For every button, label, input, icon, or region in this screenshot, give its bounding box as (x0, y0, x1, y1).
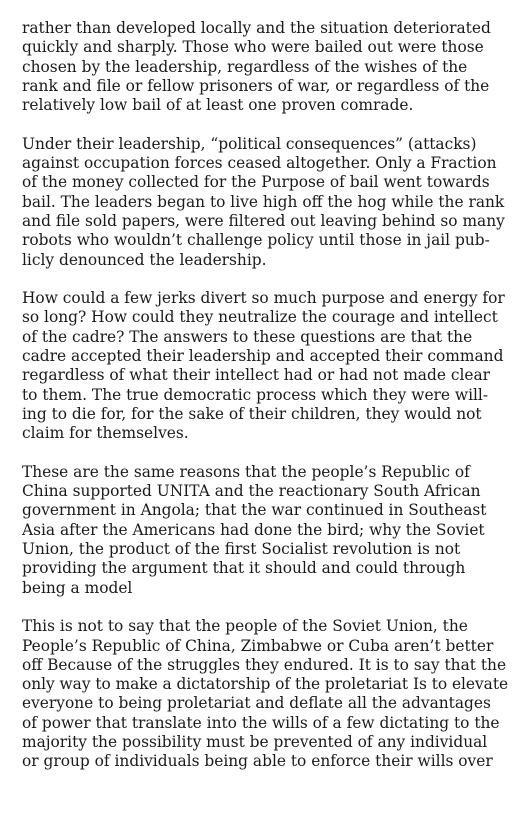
text-line: chosen by the leadership, regardless of the wishes of the (22, 57, 468, 76)
text-line: to them. The true democratic process which they were will- (22, 385, 489, 404)
text-line: or group of individuals being able to enforce their wills over (22, 752, 493, 771)
text-line: ing to die for, for the sake of their children, they would not (22, 404, 482, 423)
text-line: licly denounced the leadership. (22, 250, 267, 269)
paragraph-1 (22, 19, 508, 115)
text-line: rather than developed locally and the situation deteriorated (22, 19, 491, 37)
text-line: People’s Republic of China, Zimbabwe or Cuba aren’t better (22, 636, 494, 655)
paragraph-3 (22, 289, 508, 443)
text-line: claim for themselves. (22, 424, 189, 443)
text-line: quickly and sharply. Those who were bailed out were those (22, 38, 484, 57)
text-line: rank and file or fellow prisoners of war, or regardless of the (22, 76, 490, 95)
document-page (22, 19, 508, 791)
text-line: everyone to being proletariat and deflate all the advantages (22, 694, 491, 713)
text-line: Union, the product of the first Socialist revolution is not (22, 540, 461, 559)
text-line: so long? How could they neutralize the courage and intellect (22, 308, 498, 327)
text-line: providing the argument that it should and could through (22, 559, 466, 578)
text-line: and file sold papers, were filtered out leaving behind so many (22, 211, 505, 230)
text-line: robots who wouldn’t challenge policy until those in jail pub- (22, 231, 490, 250)
text-line: This is not to say that the people of the Soviet Union, the (22, 617, 468, 636)
text-line: Under their leadership, “political consequences” (attacks) (22, 134, 477, 153)
text-line: off Because of the struggles they endured. It is to say that the (22, 655, 507, 674)
paragraph-2 (22, 135, 508, 270)
text-line: of the cadre? The answers to these questions are that the (22, 327, 473, 346)
text-line: of the money collected for the Purpose of bail went towards (22, 173, 490, 192)
text-line: of power that translate into the wills of a few dictating to the (22, 713, 500, 732)
text-line: How could a few jerks divert so much purpose and energy for (22, 289, 505, 308)
text-line: government in Angola; that the war continued in Southeast (22, 501, 487, 520)
text-line: China supported UNITA and the reactionary South African (22, 482, 481, 501)
text-line: Asia after the Americans had done the bird; why the Soviet (22, 520, 485, 539)
text-line: against occupation forces ceased altogether. Only a Fraction (22, 154, 497, 173)
text-line: relatively low bail of at least one proven comrade. (22, 96, 414, 115)
text-line: being a model (22, 578, 133, 597)
text-line: These are the same reasons that the people’s Republic of (22, 462, 470, 481)
text-line: cadre accepted their leadership and accepted their command (22, 347, 504, 366)
text-line: majority the possibility must be prevented of any individual (22, 732, 488, 751)
text-line: bail. The leaders began to live high off the hog while the rank (22, 192, 505, 211)
text-line: only way to make a dictatorship of the proletariat Is to elevate (22, 675, 509, 694)
paragraph-4 (22, 463, 508, 598)
text-line: regardless of what their intellect had or had not made clear (22, 366, 491, 385)
paragraph-5 (22, 617, 508, 771)
